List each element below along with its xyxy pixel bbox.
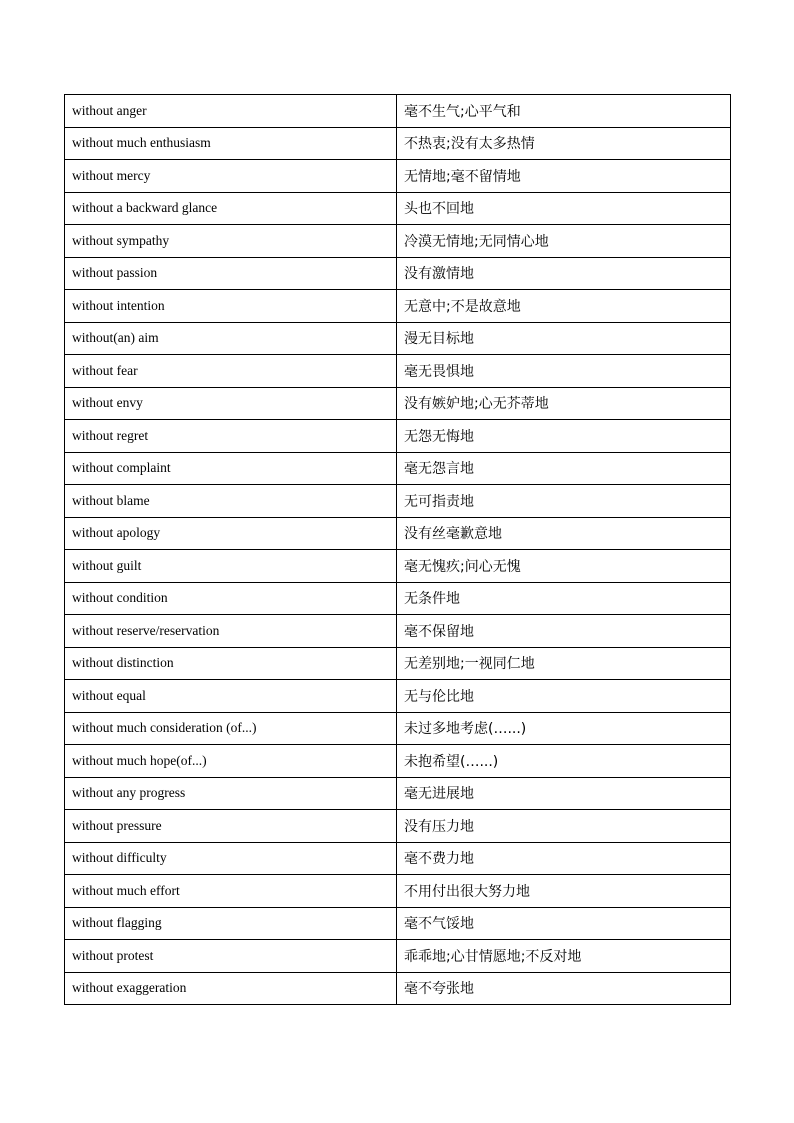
chinese-meaning: 没有嫉妒地;心无芥蒂地 — [397, 387, 731, 420]
english-phrase: without apology — [65, 517, 397, 550]
english-phrase: without much hope(of...) — [65, 745, 397, 778]
english-phrase: without envy — [65, 387, 397, 420]
table-row — [65, 550, 731, 583]
chinese-meaning: 未抱希望(…...) — [397, 745, 731, 778]
chinese-meaning: 不用付出很大努力地 — [397, 875, 731, 908]
english-phrase: without mercy — [65, 160, 397, 193]
chinese-meaning: 头也不回地 — [397, 192, 731, 225]
table-row — [65, 842, 731, 875]
table-row — [65, 387, 731, 420]
english-phrase: without protest — [65, 940, 397, 973]
table-row — [65, 192, 731, 225]
chinese-meaning: 毫无畏惧地 — [397, 355, 731, 388]
english-phrase: without much consideration (of...) — [65, 712, 397, 745]
table-row — [65, 875, 731, 908]
english-phrase: without exaggeration — [65, 972, 397, 1005]
table-row — [65, 582, 731, 615]
table-row — [65, 290, 731, 323]
chinese-meaning: 没有激情地 — [397, 257, 731, 290]
table-row — [65, 940, 731, 973]
phrase-table — [64, 94, 731, 1005]
table-row — [65, 127, 731, 160]
table-row — [65, 517, 731, 550]
table-row — [65, 322, 731, 355]
table-row — [65, 777, 731, 810]
chinese-meaning: 毫不保留地 — [397, 615, 731, 648]
english-phrase: without any progress — [65, 777, 397, 810]
chinese-meaning: 未过多地考虑(…...) — [397, 712, 731, 745]
table-row — [65, 907, 731, 940]
english-phrase: without regret — [65, 420, 397, 453]
table-row — [65, 647, 731, 680]
english-phrase: without reserve/reservation — [65, 615, 397, 648]
english-phrase: without sympathy — [65, 225, 397, 258]
table-row — [65, 810, 731, 843]
chinese-meaning: 无情地;毫不留情地 — [397, 160, 731, 193]
english-phrase: without flagging — [65, 907, 397, 940]
table-row — [65, 745, 731, 778]
chinese-meaning: 乖乖地;心甘情愿地;不反对地 — [397, 940, 731, 973]
chinese-meaning: 无怨无悔地 — [397, 420, 731, 453]
english-phrase: without(an) aim — [65, 322, 397, 355]
chinese-meaning: 毫不气馁地 — [397, 907, 731, 940]
english-phrase: without guilt — [65, 550, 397, 583]
english-phrase: without condition — [65, 582, 397, 615]
table-row — [65, 485, 731, 518]
chinese-meaning: 冷漠无情地;无同情心地 — [397, 225, 731, 258]
table-row — [65, 452, 731, 485]
english-phrase: without a backward glance — [65, 192, 397, 225]
table-row — [65, 972, 731, 1005]
table-row — [65, 257, 731, 290]
english-phrase: without equal — [65, 680, 397, 713]
english-phrase: without distinction — [65, 647, 397, 680]
english-phrase: without pressure — [65, 810, 397, 843]
english-phrase: without complaint — [65, 452, 397, 485]
chinese-meaning: 没有丝毫歉意地 — [397, 517, 731, 550]
table-row — [65, 680, 731, 713]
table-row — [65, 95, 731, 128]
table-row — [65, 355, 731, 388]
chinese-meaning: 毫不生气;心平气和 — [397, 95, 731, 128]
english-phrase: without difficulty — [65, 842, 397, 875]
chinese-meaning: 毫不夸张地 — [397, 972, 731, 1005]
english-phrase: without fear — [65, 355, 397, 388]
table-row — [65, 615, 731, 648]
chinese-meaning: 无差别地;一视同仁地 — [397, 647, 731, 680]
chinese-meaning: 毫无怨言地 — [397, 452, 731, 485]
chinese-meaning: 漫无目标地 — [397, 322, 731, 355]
english-phrase: without much effort — [65, 875, 397, 908]
english-phrase: without much enthusiasm — [65, 127, 397, 160]
chinese-meaning: 无可指责地 — [397, 485, 731, 518]
chinese-meaning: 不热衷;没有太多热情 — [397, 127, 731, 160]
english-phrase: without passion — [65, 257, 397, 290]
english-phrase: without anger — [65, 95, 397, 128]
table-row — [65, 712, 731, 745]
chinese-meaning: 没有压力地 — [397, 810, 731, 843]
chinese-meaning: 毫无进展地 — [397, 777, 731, 810]
phrase-table-body — [65, 95, 731, 1005]
table-row — [65, 225, 731, 258]
english-phrase: without intention — [65, 290, 397, 323]
chinese-meaning: 无意中;不是故意地 — [397, 290, 731, 323]
chinese-meaning: 无条件地 — [397, 582, 731, 615]
table-row — [65, 160, 731, 193]
table-row — [65, 420, 731, 453]
chinese-meaning: 无与伦比地 — [397, 680, 731, 713]
english-phrase: without blame — [65, 485, 397, 518]
chinese-meaning: 毫无愧疚;问心无愧 — [397, 550, 731, 583]
chinese-meaning: 毫不费力地 — [397, 842, 731, 875]
